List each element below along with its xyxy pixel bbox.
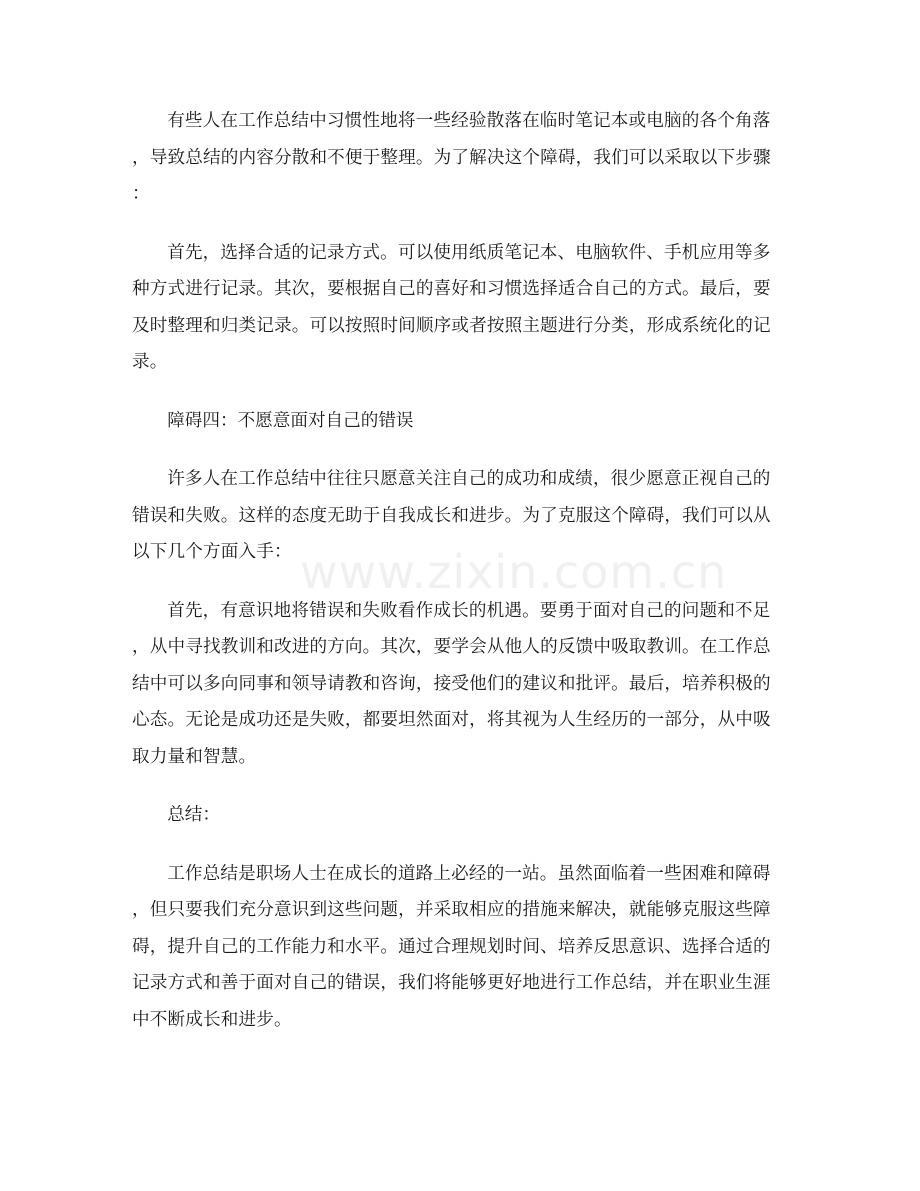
paragraph-line: 许多人在工作总结中往往只愿意关注自己的成功和成绩，很少愿意正视自己的 [167,469,771,489]
paragraph-line: 有些人在工作总结中习惯性地将一些经验散落在临时笔记本或电脑的各个角落 [167,111,771,131]
paragraph-line: 及时整理和归类记录。可以按照时间顺序或者按照主题进行分类，形成系统化的记 [132,315,771,336]
paragraph-line: 记录方式和善于面对自己的错误，我们将能够更好地进行工作总结，并在职业生涯 [132,973,771,993]
paragraph-line: 以下几个方面入手： [132,542,292,562]
paragraph-line: 工作总结是职场人士在成长的道路上必经的一站。虽然面临着一些困难和障碍 [167,863,771,884]
paragraph-line: 错误和失败。这样的态度无助于自我成长和进步。为了克服这个障碍，我们可以从 [132,505,771,526]
paragraph-line: ，导致总结的内容分散和不便于整理。为了解决这个障碍，我们可以采取以下步骤 [132,147,771,168]
paragraph-growth-opportunity [132,593,788,776]
paragraph-facing-mistakes [132,461,788,571]
paragraph-recording-method [132,235,788,381]
paragraph-line: 首先，有意识地将错误和失败看作成长的机遇。要勇于面对自己的问题和不足 [167,600,771,621]
paragraph-line: 结中可以多向同事和领导请教和咨询，接受他们的建议和批评。最后，培养积极的 [132,673,771,694]
watermark: www.zixin.com.cn [300,545,728,599]
paragraph-line: ： [132,184,150,204]
paragraph-line: 中不断成长和进步。 [132,1009,292,1030]
paragraph-line: 录。 [132,352,168,372]
section-heading-summary: 总结： [167,805,220,825]
paragraph-line: 取力量和智慧。 [132,746,257,767]
paragraph-line: 碍，提升自己的工作能力和水平。通过合理规划时间、培养反思意识、选择合适的 [132,936,771,957]
section-heading-obstacle-four: 障碍四：不愿意面对自己的错误 [167,410,414,431]
paragraph-line: ，从中寻找教训和改进的方向。其次，要学会从他人的反馈中吸取教训。在工作总 [132,637,771,657]
paragraph-line: ，但只要我们充分意识到这些问题，并采取相应的措施来解决，就能够克服这些障 [132,900,771,920]
paragraph-conclusion [132,856,788,1039]
document-body [132,103,788,1060]
paragraph-line: 种方式进行记录。其次，要根据自己的喜好和习惯选择适合自己的方式。最后，要 [132,279,771,299]
paragraph-line: 首先，选择合适的记录方式。可以使用纸质笔记本、电脑软件、手机应用等多 [167,242,771,263]
paragraph-scattered-notes [132,103,788,213]
paragraph-line: 心态。无论是成功还是失败，都要坦然面对，将其视为人生经历的一部分，从中吸 [132,710,771,730]
